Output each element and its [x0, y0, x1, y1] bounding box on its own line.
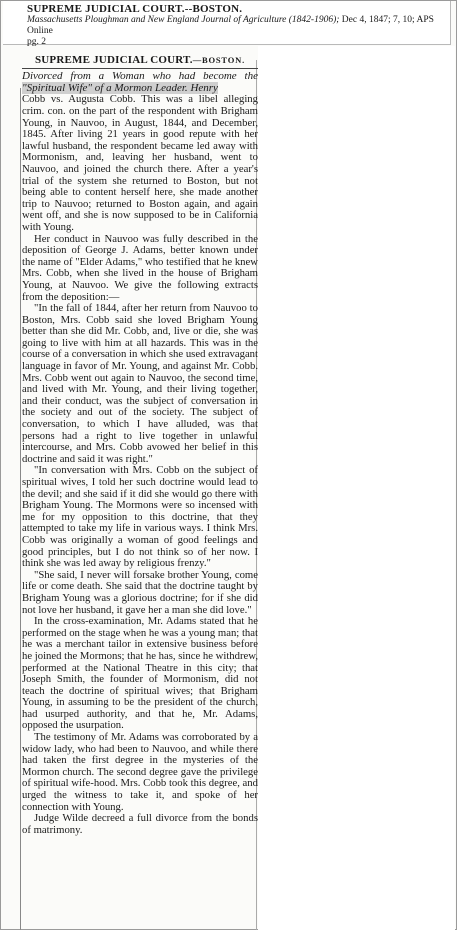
- citation-title: SUPREME JUDICIAL COURT.--BOSTON.: [27, 3, 243, 15]
- blank-margin: [258, 46, 455, 930]
- subhead-text: Divorced from a Woman who had become the: [22, 70, 258, 82]
- subhead-tail: Henry: [187, 81, 218, 94]
- headline-place: —BOSTON.: [192, 55, 246, 65]
- subhead-highlight: "Spiritual Wife" of a Mormon Leader.: [22, 81, 188, 94]
- paragraph-2: Her conduct in Nauvoo was fully described in the deposition of George J. Adams, better known under the name of "Elder Adams," who testified that he knew Mrs. Cobb, when she lived in the house of Brigham Young, at Nauvoo. We give the following extracts from the deposition:—: [22, 232, 258, 303]
- paragraph-3: "In the fall of 1844, after her return from Nauvoo to Boston, Mrs. Cobb said she loved Brigham Young better than she did Mr. Cobb, and, live or die, she was going to live with him at all hazards. This was in the course of a conversation in which she used extravagant language in favor of Mr. Young, and against Mr. Cobb. Mrs. Cobb went out again to Nauvoo, the second time, and lived with Mr. Young, and their living together, and their conduct, was the subject of conversation in the society and out of the society. The subject of conversation, to which I have alluded, was that persons had a right to live together in unlawful intercourse, and Mrs. Cobb avowed her belief in this doctrine and said it was right.": [22, 302, 258, 465]
- paragraph-5: "She said, I never will forsake brother Young, come life or come death. She said that the doctrine taught by Brigham Young was a glorious doctrine; for if she did not love her husband, it gave her a man she did love.": [22, 568, 258, 616]
- article-subhead: [22, 71, 258, 94]
- column-rule-left: [20, 88, 21, 930]
- headline-text: SUPREME JUDICIAL COURT.: [34, 54, 193, 66]
- citation-source-journal: Massachusetts Ploughman and New England Journal of Agriculture (1842-1906);: [27, 15, 340, 25]
- paragraph-1: Cobb vs. Augusta Cobb. This was a libel alleging crim. con. on the part of the respondent with Brigham Young, in Nauvoo, in August, 1844, and December, 1845. After living 21 years in good repute with her lawful husband, the respondent became led away with Mormonism, and, leaving her husband, went to Nauvoo, and joined the church there. After a year's trial of the system she returned to Boston, but not being able to content herself here, she made another trip to Nauvoo; returned to Boston again, and again went off, and she is now supposed to be in California with Young.: [22, 93, 258, 233]
- paragraph-6: In the cross-examination, Mr. Adams stated that he performed on the stage when he was a young man; that he was a merchant tailor in extensive business before he joined the Mormons; that he has, since he withdrew, performed at the National Theatre in this city; that Joseph Smith, the founder of Mormonism, did not teach the doctrine of spiritual wives; that Brigham Young, in assuming to be the president of the church, had usurped authority, and that he, Mr. Adams, opposed the usurpation.: [22, 615, 258, 732]
- citation-page: pg. 2: [27, 37, 46, 47]
- citation-source-date: Dec 4, 1847; 7, 10; APS Online: [27, 15, 434, 36]
- paragraph-4: "In conversation with Mrs. Cobb on the subject of spiritual wives, I told her such doctrine would lead to the devil; and she said if it did she would go there with Brigham Young. The Mormons were so incensed with me for my opposition to this doctrine, that they attempted to take my life in various ways. I think Mrs. Cobb was originally a woman of good feelings and good principles, but I do not think so of her now. I think she was led away by religious frenzy.": [22, 464, 258, 570]
- article-column: [22, 48, 258, 930]
- citation-source: [27, 15, 444, 37]
- paragraph-7: The testimony of Mr. Adams was corroborated by a widow lady, who had been to Nauvoo, and while there had taken the first degree in the mysteries of the Mormon church. The second degree gave the privilege of spiritual wife-hood. Mrs. Cobb took this degree, and urged the witness to take it, and spoke of her connection with Young.: [22, 731, 258, 813]
- citation-header: [3, 1, 451, 45]
- paragraph-8: Judge Wilde decreed a full divorce from the bonds of matrimony.: [22, 812, 258, 836]
- article-headline: [22, 54, 258, 69]
